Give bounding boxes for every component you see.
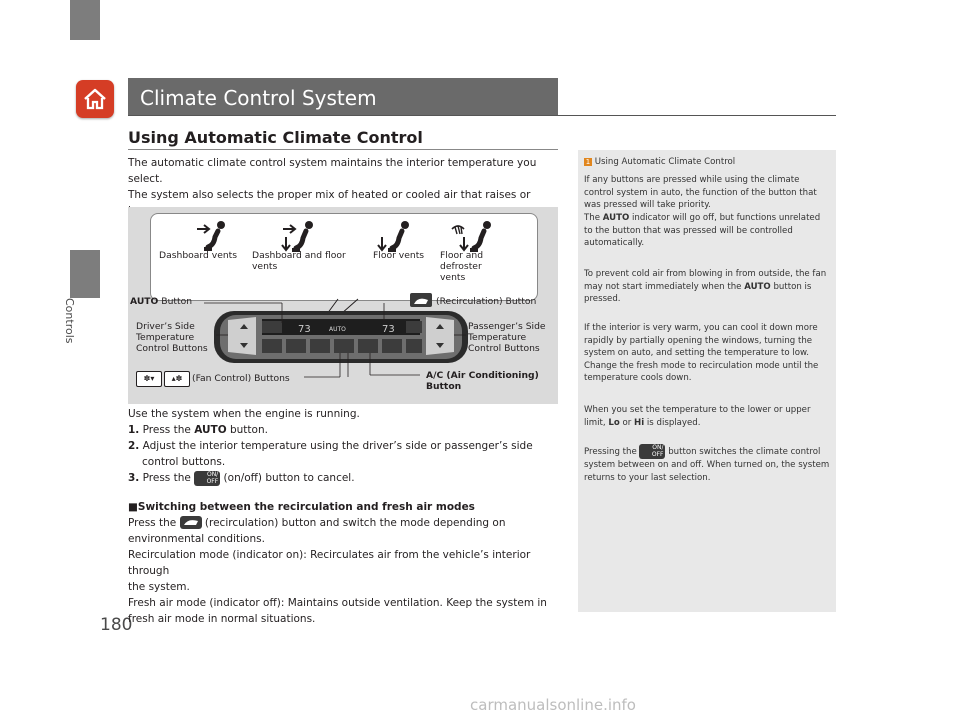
step-bold: AUTO (194, 424, 227, 436)
note-icon: 1 (585, 158, 591, 166)
step-2 (128, 438, 560, 470)
note-p6-pre: Pressing the (584, 447, 637, 457)
intro-line: The system also selects the proper mix of heated or cooled air that raises or (128, 189, 531, 201)
note-p5 (584, 404, 830, 429)
step-3 (128, 470, 560, 486)
title-rule (128, 115, 836, 116)
label-floor-vents: Floor vents (373, 250, 425, 261)
label-fan-control: (Fan Control) Buttons (192, 373, 290, 384)
step-pre: Press the (142, 424, 191, 436)
square-bullet-icon: ■ (128, 501, 138, 513)
section-rule (128, 149, 558, 150)
recirc-section (128, 499, 560, 627)
page-number: 180 (100, 615, 133, 635)
fan-onoff-icon (194, 471, 220, 486)
step-1 (128, 422, 560, 438)
recirc-line: Fresh air mode (indicator off): Maintains outside ventilation. Keep the system in (128, 597, 547, 609)
label-ac-button: A/C (Air Conditioning) Button (426, 370, 539, 392)
svg-text:73: 73 (382, 324, 395, 335)
onoff-text: ON/ OFF (206, 470, 219, 485)
note-p3 (584, 268, 830, 306)
note-p6-post: button switches the climate control system between on and off. When turned on, the system returns to your last selection. (584, 447, 830, 483)
label-passenger-side: Passenger’s Side Temperature Control Buttons (468, 321, 546, 354)
auto-rest: Button (161, 296, 193, 307)
recirc-heading-text: Switching between the recirculation and fresh air modes (137, 501, 475, 513)
fan-up-icon: ▴✽ (164, 371, 190, 387)
note-p6 (584, 444, 830, 484)
recirculation-inline-icon (180, 516, 202, 529)
note-p2-post: indicator will go off, but functions unrelated to the button that was pressed will be controlled automatically. (584, 213, 821, 248)
sidebar-section-label[interactable]: Controls (63, 298, 76, 344)
section-heading: Using Automatic Climate Control (128, 128, 423, 147)
step-post: button. (229, 424, 268, 436)
step-num: 3. (128, 472, 140, 484)
label-driver-side: Driver’s Side Temperature Control Buttons (136, 321, 208, 354)
note-p5-or: or (622, 417, 632, 428)
recirc-post: (recirculation) button and switch the mode depending on (204, 517, 506, 529)
usage-intro: Use the system when the engine is running. (128, 408, 360, 420)
recirculation-icon (410, 293, 432, 307)
home-button[interactable] (76, 80, 114, 118)
note-p5-pre: When you set the temperature to the lower or upper limit, (584, 405, 811, 428)
sidebar-block-mid (70, 250, 100, 298)
note-p3-post: button is pressed. (584, 281, 812, 304)
label-recirculation: (Recirculation) Button (436, 296, 537, 307)
label-auto-button (130, 296, 192, 307)
svg-text:73: 73 (298, 324, 311, 335)
auto-bold: AUTO (130, 296, 159, 307)
recirc-line: the system. (128, 581, 190, 593)
fan-onoff-note-icon: ON/ OFF (639, 444, 665, 459)
sidebar-block-top (70, 0, 100, 40)
recirc-line: environmental conditions. (128, 533, 265, 545)
label-dashboard-floor-vents: Dashboard and floor vents (252, 250, 346, 272)
page-title: Climate Control System (128, 78, 558, 116)
step-num: 1. (128, 424, 140, 436)
step-post: (on/off) button to cancel. (223, 472, 355, 484)
note-p1: If any buttons are pressed while using the climate control system in auto, the function of the button that was pressed will take priority. (584, 175, 817, 210)
home-icon (82, 87, 108, 111)
fan-down-icon: ✽▾ (136, 371, 162, 387)
label-dashboard-vents: Dashboard vents (159, 250, 238, 261)
recirc-line: fresh air mode in normal situations. (128, 613, 316, 625)
recirc-line: Recirculation mode (indicator on): Recirculates air from the vehicle’s interior through (128, 549, 531, 577)
watermark: carmanualsonline.info (470, 696, 636, 714)
note-p3-pre: To prevent cold air from blowing in from outside, the fan may not start immediately when the (584, 269, 827, 292)
note-p5-post: is displayed. (646, 417, 701, 428)
note-heading (584, 157, 735, 167)
note-heading-text: Using Automatic Climate Control (594, 157, 736, 167)
note-p5-hi: Hi (634, 417, 645, 428)
note-p2-pre: The (584, 213, 600, 223)
step-pre: Adjust the interior temperature using the driver’s side or passenger’s side control buttons. (142, 440, 533, 468)
note-p2-bold: AUTO (602, 213, 630, 223)
note-p3-bold: AUTO (744, 281, 771, 292)
note-p5-lo: Lo (608, 417, 620, 428)
step-num: 2. (128, 440, 140, 452)
recirc-line (128, 515, 560, 531)
climate-panel-diagram (128, 207, 558, 404)
recirc-pre: Press the (128, 517, 177, 529)
note-p4: If the interior is very warm, you can cool it down more rapidly by partially opening the windows, turning the system on auto, and setting the temperature to low. Change the fresh mode to recirculation mode until the temperature cools down. (584, 323, 819, 383)
svg-text:AUTO: AUTO (329, 326, 346, 333)
intro-line: The automatic climate control system maintains the interior temperature you select. (128, 157, 537, 185)
usage-section (128, 406, 560, 486)
recirc-heading (128, 499, 560, 515)
note-p2 (584, 212, 830, 250)
step-pre: Press the (142, 472, 191, 484)
label-floor-defroster-vents: Floor and defroster vents (440, 250, 484, 283)
